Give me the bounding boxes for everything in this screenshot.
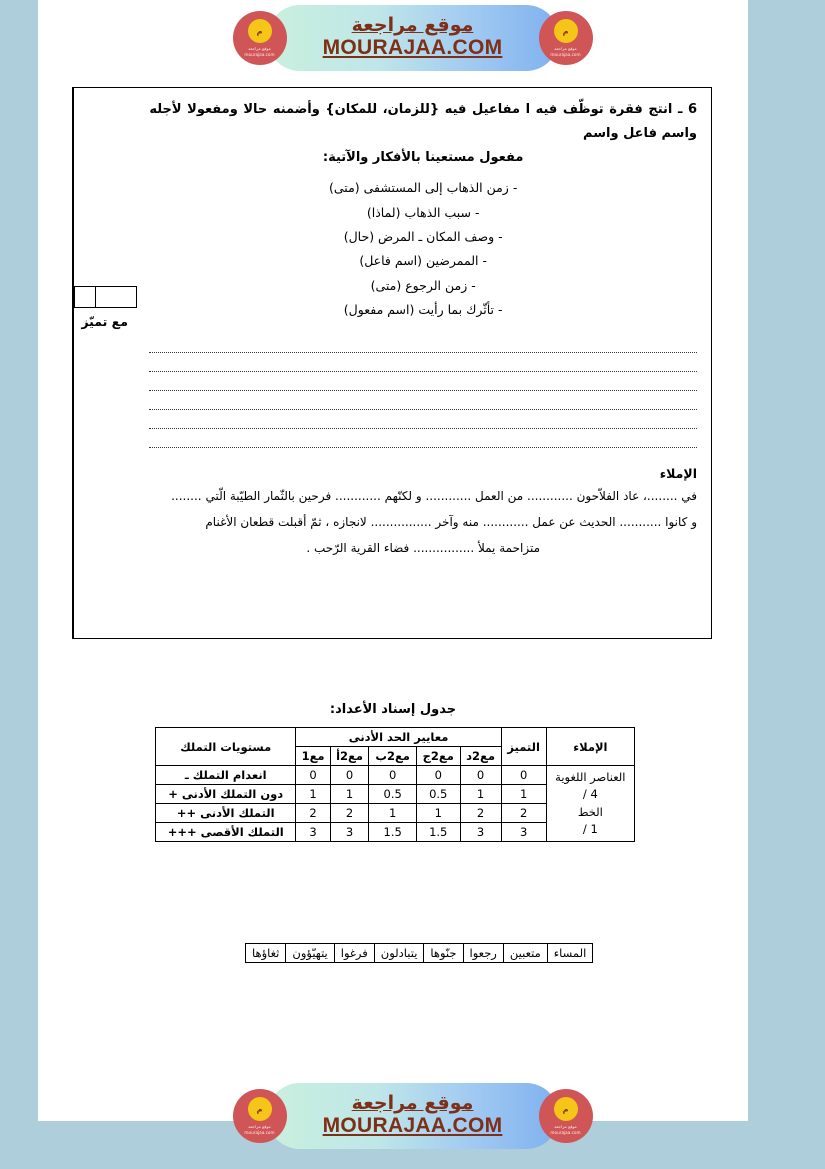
logo-caption-ar: موقع مراجعة	[554, 46, 577, 52]
cell-criterion: 2	[330, 804, 369, 823]
header-criterion: مع2ج	[416, 747, 460, 766]
imla-scale-line: العناصر اللغوية	[555, 770, 626, 784]
score-cell[interactable]	[74, 287, 95, 307]
marks-table-caption: جدول إسناد الأعداد:	[329, 702, 457, 717]
watermark-arabic-text: موقع مراجعة	[351, 13, 474, 36]
score-sidebar	[73, 88, 135, 638]
imla-scale-line: 1 /	[582, 821, 598, 836]
header-tamayuz: التميز	[501, 728, 546, 766]
header-criterion: مع1	[296, 747, 330, 766]
cell-criterion: 0	[296, 766, 330, 785]
cell-criterion: 2	[296, 804, 330, 823]
word-bank-item[interactable]: جنّوها	[424, 944, 463, 963]
logo-caption-ar: موقع مراجعة	[248, 1124, 271, 1130]
dictation-body	[149, 487, 697, 558]
word-bank-item[interactable]: يتهيّؤون	[286, 944, 334, 963]
list-item: - وصف المكان ـ المرض (حال)	[149, 225, 697, 249]
question-bullet-list	[149, 176, 697, 322]
header-criterion: مع2د	[460, 747, 501, 766]
list-item: - تأثّرك بما رأيت (اسم مفعول)	[149, 298, 697, 322]
score-cell[interactable]	[116, 287, 136, 307]
watermark-url-text: MOURAJAA.COM	[322, 1113, 503, 1137]
cell-criterion: 1	[416, 804, 460, 823]
cell-criterion: 3	[460, 823, 501, 842]
header-imla: الإملاء	[546, 728, 634, 766]
word-bank-item[interactable]: متعبين	[503, 944, 547, 963]
logo-caption-ar: موقع مراجعة	[554, 1124, 577, 1130]
logo-caption	[550, 1124, 580, 1135]
answer-line[interactable]	[149, 372, 697, 391]
word-bank-item[interactable]: يتبادلون	[374, 944, 424, 963]
word-bank-row	[246, 944, 593, 963]
cell-criterion: 1.5	[416, 823, 460, 842]
answer-line[interactable]	[149, 334, 697, 353]
imla-scale-line: الخط	[577, 804, 603, 819]
cell-criterion: 1	[460, 785, 501, 804]
cell-criterion: 2	[460, 804, 501, 823]
cell-tamayuz: 2	[501, 804, 546, 823]
watermark-arabic-text: موقع مراجعة	[351, 1091, 474, 1114]
word-bank	[245, 943, 593, 963]
dictation-line[interactable]: و كانوا ........... الحديث عن عمل ............ منه وآخر ................ لانجازه ، ثمّ أقبلت قطعان الأغنام	[205, 515, 697, 530]
cell-mastery-level: التملك الأقصى +++	[156, 823, 296, 842]
logo-caption-en: mourajaa.com	[244, 51, 275, 57]
cell-criterion: 0	[330, 766, 369, 785]
paper-sheet	[38, 0, 748, 1121]
imla-scale-cell	[546, 766, 634, 842]
cell-mastery-level: انعدام التملك ـ	[156, 766, 296, 785]
exercise-frame	[72, 87, 712, 639]
cell-mastery-level: دون التملك الأدنى +	[156, 785, 296, 804]
word-bank-item[interactable]: فرغوا	[334, 944, 374, 963]
dictation-heading: الإملاء	[659, 466, 697, 482]
answer-lines-area[interactable]	[149, 334, 697, 448]
word-bank-item[interactable]: المساء	[547, 944, 593, 963]
list-item: - زمن الرجوع (متى)	[149, 274, 697, 298]
table-header-row	[156, 728, 635, 747]
logo-disc: م	[554, 1097, 578, 1121]
header-criterion: مع2أ	[330, 747, 369, 766]
header-mastery-levels: مستويات التملك	[156, 728, 296, 766]
list-item: - سبب الذهاب (لماذا)	[149, 201, 697, 225]
cell-criterion: 1	[296, 785, 330, 804]
cell-tamayuz: 3	[501, 823, 546, 842]
cell-tamayuz: 1	[501, 785, 546, 804]
cell-criterion: 1	[330, 785, 369, 804]
logo-caption-en: mourajaa.com	[244, 1129, 275, 1135]
cell-criterion: 0.5	[369, 785, 416, 804]
cell-criterion: 0	[369, 766, 416, 785]
question-title-line1: 6 ـ انتج فقرة توظّف فيه ا مفاعيل فيه {للزمان، للمكان} وأضمنه حالا ومفعولا لأجله واسم فاعل واسم	[149, 102, 697, 142]
word-bank-item[interactable]: رجعوا	[463, 944, 503, 963]
logo-caption-ar: موقع مراجعة	[248, 46, 271, 52]
header-min-criteria-group: معايير الحد الأدنى	[296, 728, 501, 747]
cell-mastery-level: التملك الأدنى ++	[156, 804, 296, 823]
answer-line[interactable]	[149, 391, 697, 410]
logo-disc: م	[554, 19, 578, 43]
logo-caption	[244, 1124, 274, 1135]
cell-criterion: 3	[296, 823, 330, 842]
marks-table	[155, 727, 635, 842]
answer-line[interactable]	[149, 429, 697, 448]
question-title-line2: مفعول مستعينا بالأفكار والآتية:	[322, 150, 524, 166]
cell-criterion: 1	[369, 804, 416, 823]
cell-criterion: 0.5	[416, 785, 460, 804]
cell-criterion: 1.5	[369, 823, 416, 842]
cell-criterion: 3	[330, 823, 369, 842]
logo-disc: م	[248, 1097, 272, 1121]
score-cell[interactable]	[95, 287, 116, 307]
dictation-line[interactable]: في ........، عاد الفلاّحون ............ من العمل ............ و لكنّهم ............ فرحين بالثّمار الطيّبة الّتي ........	[171, 489, 697, 504]
score-box[interactable]	[73, 286, 137, 308]
word-bank-item[interactable]: ثغاؤها	[246, 944, 286, 963]
question-title	[149, 98, 697, 170]
watermark-url-text: MOURAJAA.COM	[322, 35, 503, 59]
dictation-line[interactable]: متزاحمة يملأ ................ فضاء القرية الرّحب .	[306, 540, 540, 555]
logo-caption-en: mourajaa.com	[550, 51, 581, 57]
cell-tamayuz: 0	[501, 766, 546, 785]
exercise-main-column	[135, 88, 711, 638]
logo-caption-en: mourajaa.com	[550, 1129, 581, 1135]
cell-criterion: 0	[460, 766, 501, 785]
cell-criterion: 0	[416, 766, 460, 785]
list-item: - زمن الذهاب إلى المستشفى (متى)	[149, 176, 697, 200]
header-criterion: مع2ب	[369, 747, 416, 766]
answer-line[interactable]	[149, 410, 697, 429]
list-item: - الممرضين (اسم فاعل)	[149, 249, 697, 273]
score-sidebar-label: مع تميّز	[81, 314, 128, 329]
answer-line[interactable]	[149, 353, 697, 372]
imla-scale-line: 4 /	[582, 787, 598, 802]
logo-disc: م	[248, 19, 272, 43]
table-row	[156, 766, 635, 785]
